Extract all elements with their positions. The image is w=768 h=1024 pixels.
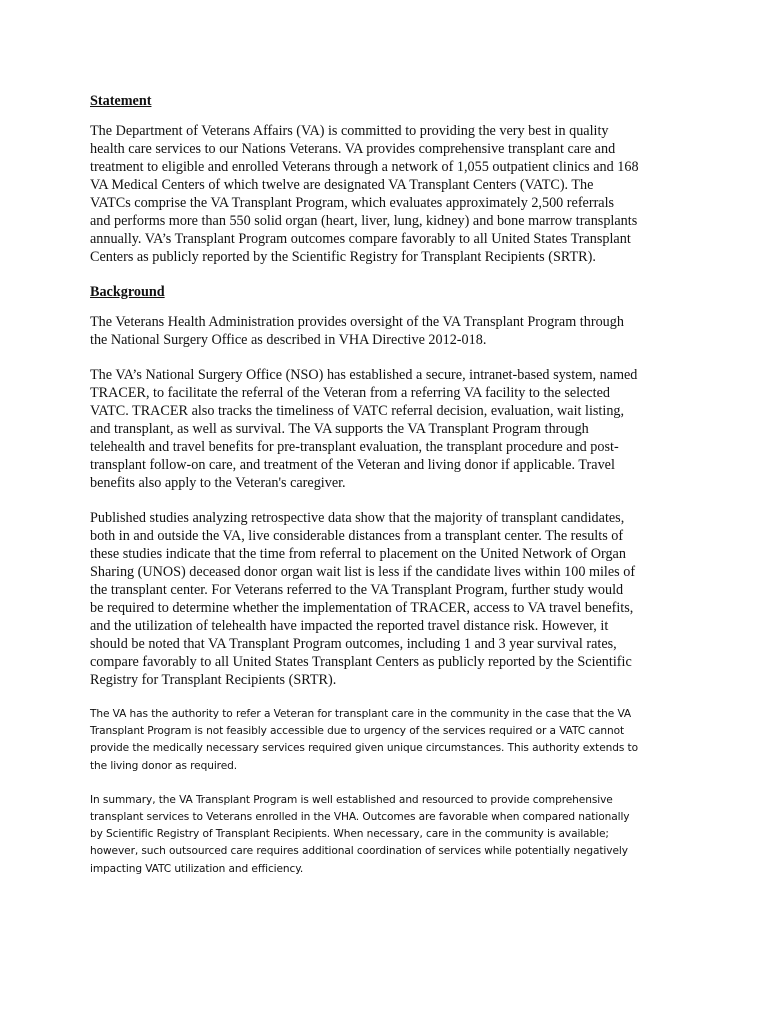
text-line: should be noted that VA Transplant Program outcomes, including 1 and 3 year survival rates, bbox=[90, 636, 617, 652]
text-line: VATC. TRACER also tracks the timeliness of VATC referral decision, evaluation, wait listing, bbox=[90, 403, 625, 419]
text-line: treatment to eligible and enrolled Veterans through a network of 1,055 outpatient clinics and 168 bbox=[90, 159, 639, 175]
text-line: benefits also apply to the Veteran's caregiver. bbox=[90, 475, 346, 491]
text-line: The Veterans Health Administration provides oversight of the VA Transplant Program through bbox=[90, 314, 624, 330]
community-care-paragraph bbox=[90, 706, 680, 775]
text-line: annually. VA’s Transplant Program outcomes compare favorably to all United States Transplant bbox=[90, 231, 631, 247]
text-line: VA Medical Centers of which twelve are designated VA Transplant Centers (VATC). The bbox=[90, 177, 594, 193]
statement-heading: Statement bbox=[90, 93, 152, 109]
text-line: the transplant center. For Veterans referred to the VA Transplant Program, further study would bbox=[90, 582, 624, 598]
text-line: provide the medically necessary services required given unique circumstances. This authority extends to bbox=[90, 742, 638, 755]
text-line: the living donor as required. bbox=[90, 759, 238, 772]
summary-paragraph bbox=[90, 792, 680, 878]
text-line: TRACER, to facilitate the referral of the Veteran from a referring VA facility to the selected bbox=[90, 385, 611, 401]
text-line: and performs more than 550 solid organ (heart, liver, lung, kidney) and bone marrow transplants bbox=[90, 213, 638, 229]
text-line: be required to determine whether the implementation of TRACER, access to VA travel benefits, bbox=[90, 600, 634, 616]
text-line: these studies indicate that the time from referral to placement on the United Network of Organ bbox=[90, 546, 626, 562]
background-paragraph-3 bbox=[90, 509, 680, 689]
text-line: the National Surgery Office as described in VHA Directive 2012-018. bbox=[90, 332, 487, 348]
text-line: The Department of Veterans Affairs (VA) is committed to providing the very best in quality bbox=[90, 123, 609, 139]
text-line: and transplant, as well as survival. The VA supports the VA Transplant Program through bbox=[90, 421, 589, 437]
background-paragraph-1 bbox=[90, 313, 680, 349]
document-page bbox=[90, 92, 680, 895]
text-line: transplant follow-on care, and treatment of the Veteran and living donor if applicable. Travel bbox=[90, 457, 615, 473]
text-line: Transplant Program is not feasibly accessible due to urgency of the services required or a VATC cannot bbox=[90, 725, 625, 738]
text-line: VATCs comprise the VA Transplant Program, which evaluates approximately 2,500 referrals bbox=[90, 195, 615, 211]
text-line: impacting VATC utilization and efficiency. bbox=[90, 862, 304, 875]
text-line: by Scientific Registry of Transplant Recipients. When necessary, care in the community is available; bbox=[90, 828, 609, 841]
text-line: The VA’s National Surgery Office (NSO) has established a secure, intranet-based system, named bbox=[90, 367, 638, 383]
text-line: The VA has the authority to refer a Veteran for transplant care in the community in the case that the VA bbox=[90, 708, 632, 720]
text-line: however, such outsourced care requires additional coordination of services while potentially negatively bbox=[90, 845, 628, 858]
text-line: Registry for Transplant Recipients (SRTR). bbox=[90, 672, 337, 688]
background-paragraph-2 bbox=[90, 366, 680, 492]
text-line: Centers as publicly reported by the Scientific Registry for Transplant Recipients (SRTR). bbox=[90, 249, 596, 265]
text-line: and the utilization of telehealth have impacted the reported travel distance risk. However, it bbox=[90, 618, 609, 634]
text-line: Published studies analyzing retrospective data show that the majority of transplant candidates, bbox=[90, 510, 625, 526]
text-line: transplant services to Veterans enrolled in the VHA. Outcomes are favorable when compared nationally bbox=[90, 811, 630, 824]
text-line: health care services to our Nations Veterans. VA provides comprehensive transplant care and bbox=[90, 141, 616, 157]
text-line: compare favorably to all United States Transplant Centers as publicly reported by the Scientific bbox=[90, 654, 632, 670]
statement-paragraph bbox=[90, 122, 680, 266]
background-heading: Background bbox=[90, 284, 165, 300]
text-line: Sharing (UNOS) deceased donor organ wait list is less if the candidate lives within 100 miles of bbox=[90, 564, 636, 580]
text-line: In summary, the VA Transplant Program is well established and resourced to provide comprehensive bbox=[90, 793, 613, 806]
text-line: both in and outside the VA, live considerable distances from a transplant center. The results of bbox=[90, 528, 624, 544]
text-line: telehealth and travel benefits for pre-transplant evaluation, the transplant procedure and post- bbox=[90, 439, 619, 455]
